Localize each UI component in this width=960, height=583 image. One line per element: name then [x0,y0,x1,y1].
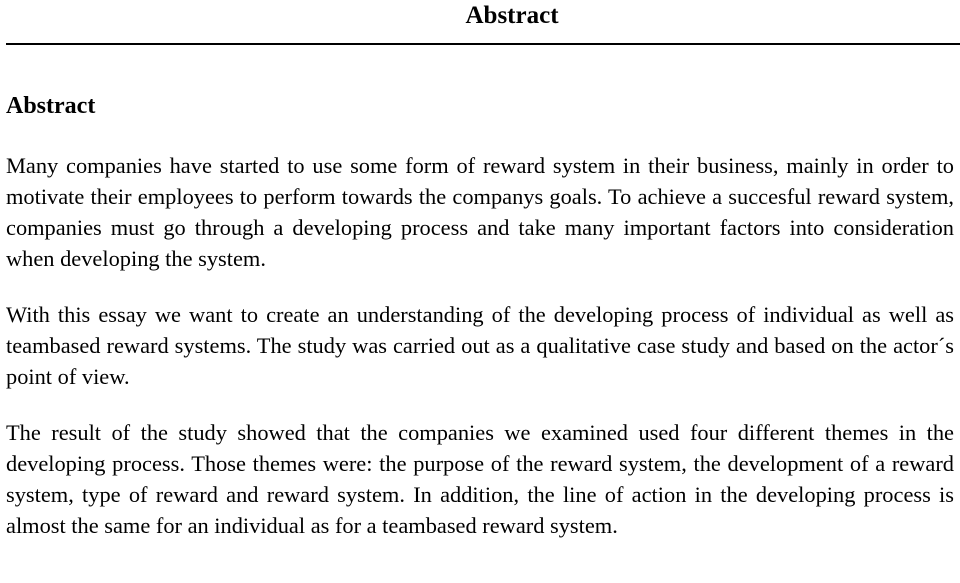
header-divider [6,43,960,45]
abstract-paragraph-1: Many companies have started to use some form of reward system in their business, mainly in order to motivate their employees to perform towards the companys goals. To achieve a succesful reward system, companies must go through a developing process and take many important factors into consideration when developing the system. [6,153,954,271]
document-body [6,90,954,541]
abstract-paragraph-3: The result of the study showed that the companies we examined used four different themes in the developing process. Those themes were: the purpose of the reward system, the development of a reward system, type of reward and reward system. In addition, the line of action in the developing process is almost the same for an individual as for a teambased reward system. [6,420,954,538]
page-header [0,0,960,44]
abstract-paragraph-2: With this essay we want to create an understanding of the developing process of individual as well as teambased reward systems. The study was carried out as a qualitative case study and based on the actor´s point of view. [6,302,954,389]
section-heading: Abstract [6,93,96,119]
page-title: Abstract [465,2,559,29]
